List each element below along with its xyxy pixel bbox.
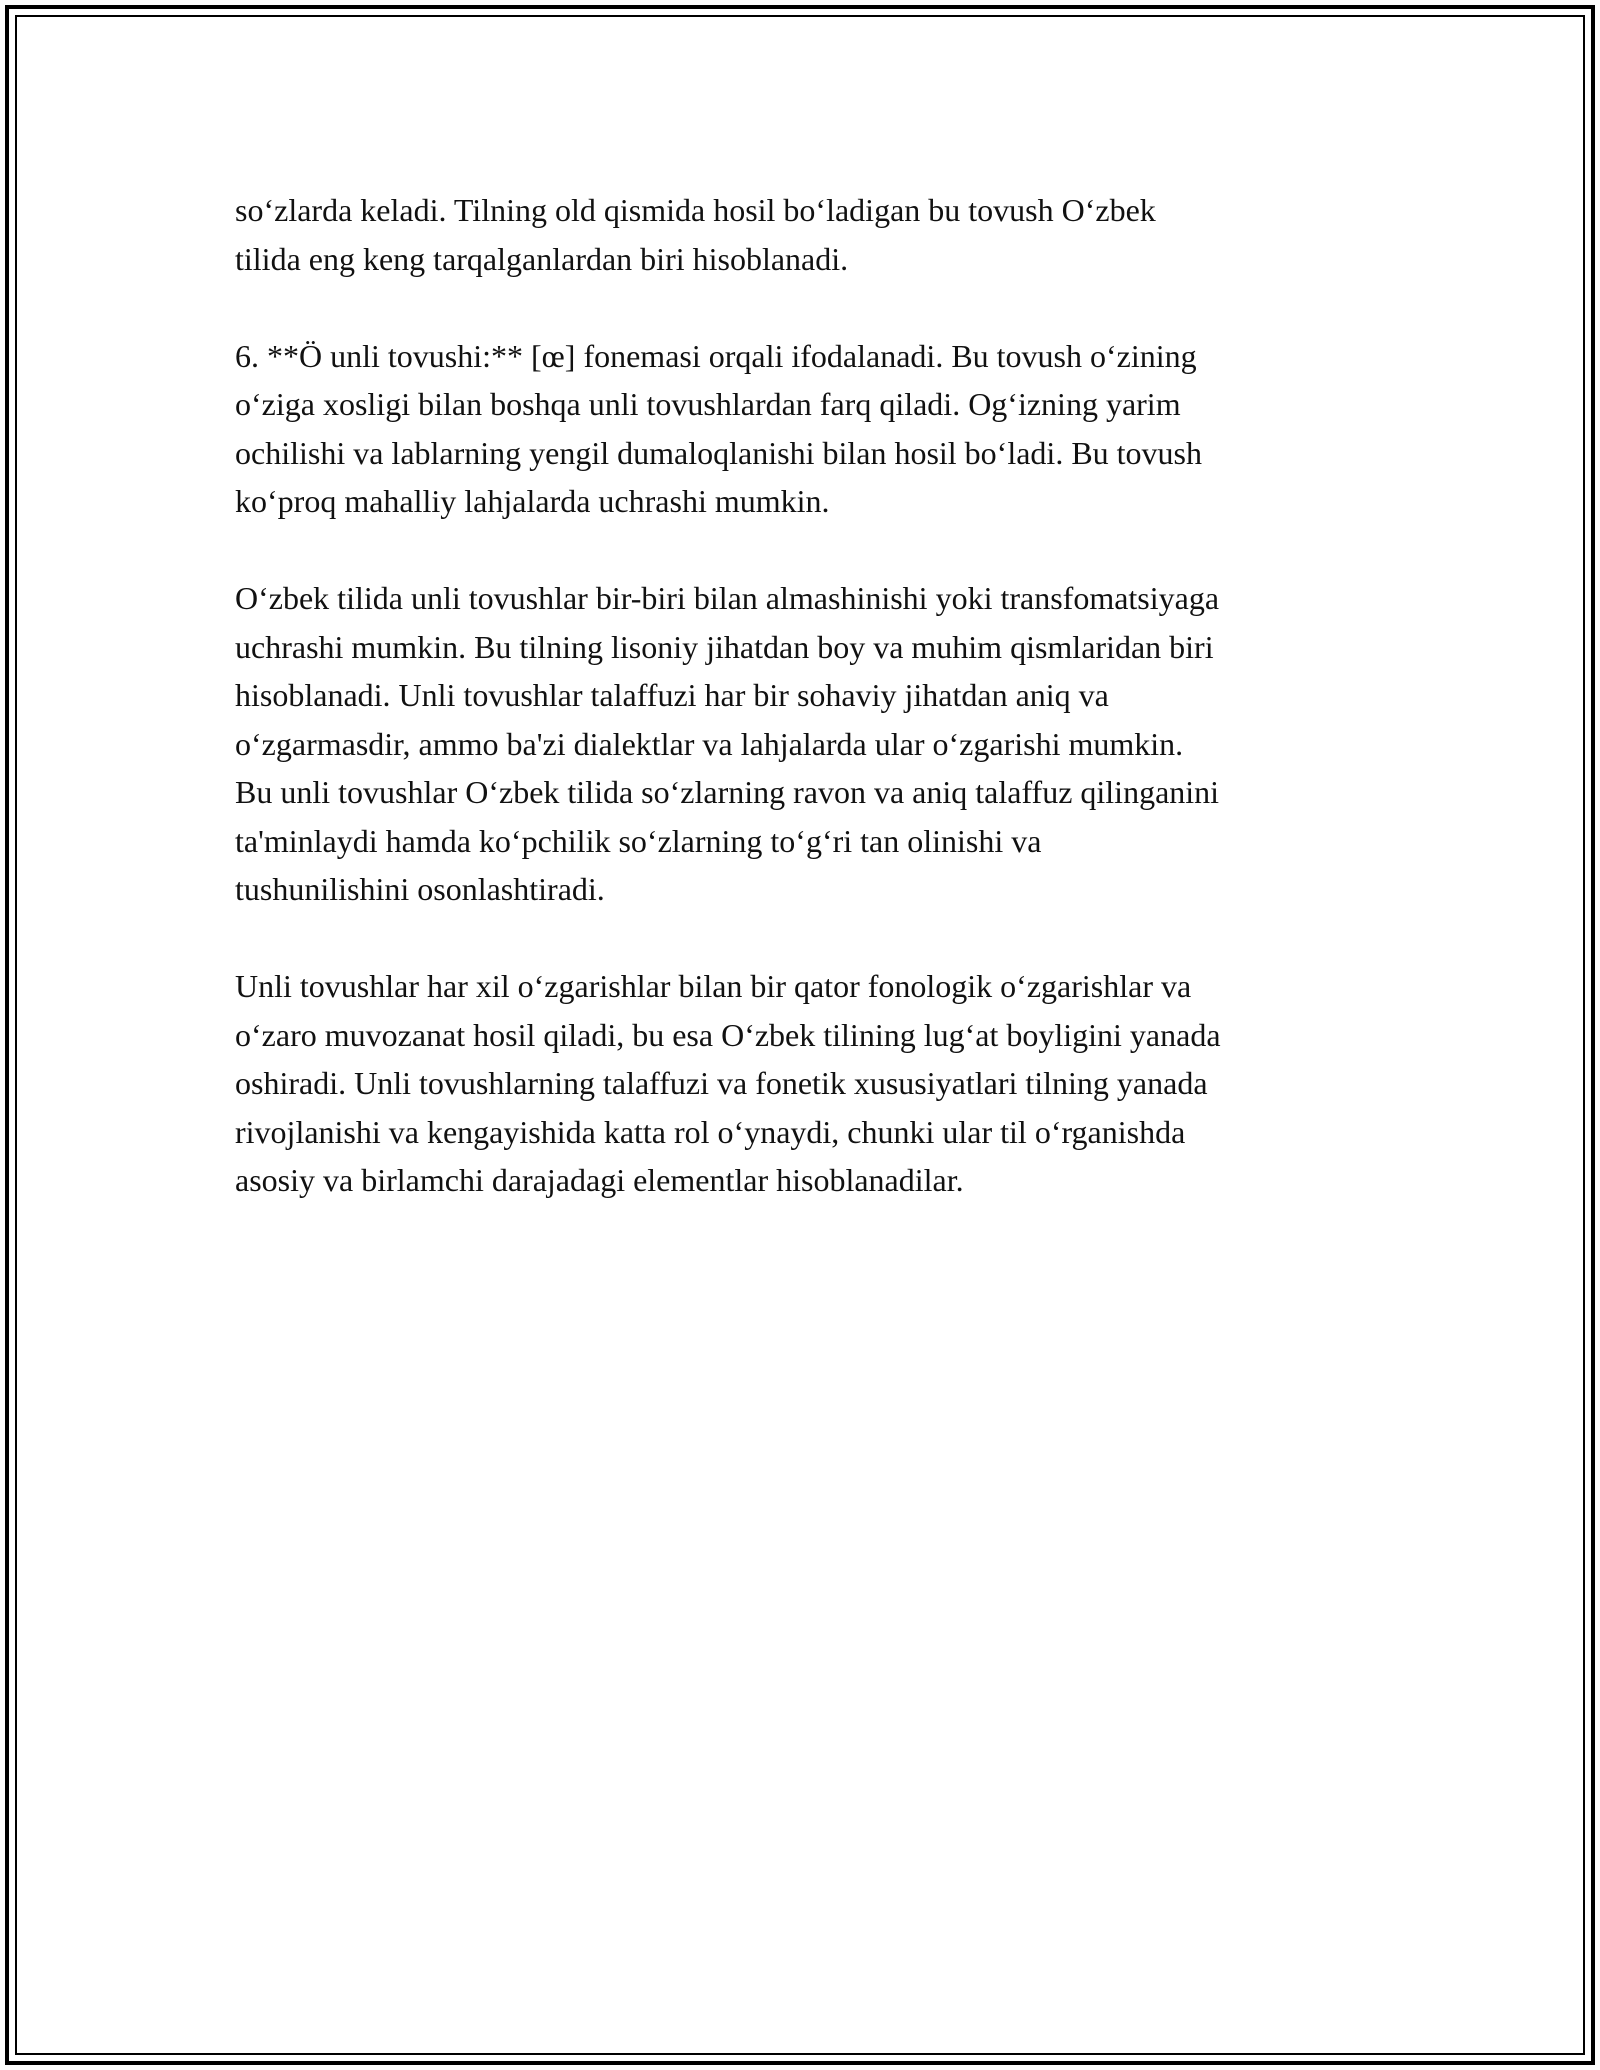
text-line: ochilishi va lablarning yengil dumaloqlanishi bilan hosil bo‘ladi. Bu tovush <box>235 434 1202 471</box>
paragraph-4 <box>235 962 1395 1205</box>
paragraph-1 <box>235 186 1395 283</box>
text-line: asosiy va birlamchi darajadagi elementlar hisoblanadilar. <box>235 1162 964 1198</box>
text-line: oshiradi. Unli tovushlarning talaffuzi va fonetik xususiyatlari tilning yanada <box>235 1065 1208 1101</box>
text-line: hisoblanadi. Unli tovushlar talaffuzi har bir sohaviy jihatdan aniq va <box>235 677 1109 713</box>
text-line: Bu unli tovushlar O‘zbek tilida so‘zlarning ravon va aniq talaffuz qilinganini <box>235 774 1220 810</box>
text-line: ta'minlaydi hamda ko‘pchilik so‘zlarning to‘g‘ri tan olinishi va <box>235 822 1042 859</box>
text-line: 6. **Ö unli tovushi:** [œ] fonemasi orqali ifodalanadi. Bu tovush o‘zining <box>235 337 1197 374</box>
document-body <box>235 186 1395 1253</box>
text-line: tushunilishini osonlashtiradi. <box>235 871 605 907</box>
text-line: ko‘proq mahalliy lahjalarda uchrashi mumkin. <box>235 483 830 519</box>
text-line: o‘ziga xosligi bilan boshqa unli tovushlardan farq qiladi. Og‘izning yarim <box>235 386 1181 422</box>
paragraph-2 <box>235 332 1395 526</box>
text-line: rivojlanishi va kengayishida katta rol o‘ynaydi, chunki ular til o‘rganishda <box>235 1113 1186 1150</box>
text-line: uchrashi mumkin. Bu tilning lisoniy jihatdan boy va muhim qismlaridan biri <box>235 628 1214 665</box>
text-line: so‘zlarda keladi. Tilning old qismida hosil bo‘ladigan bu tovush O‘zbek <box>235 192 1156 228</box>
text-line: O‘zbek tilida unli tovushlar bir-biri bilan almashinishi yoki transfomatsiyaga <box>235 580 1220 616</box>
text-line: o‘zaro muvozanat hosil qiladi, bu esa O‘zbek tilining lug‘at boyligini yanada <box>235 1016 1221 1053</box>
text-line: Unli tovushlar har xil o‘zgarishlar bilan bir qator fonologik o‘zgarishlar va <box>235 968 1192 1004</box>
text-line: o‘zgarmasdir, ammo ba'zi dialektlar va lahjalarda ular o‘zgarishi mumkin. <box>235 725 1184 762</box>
paragraph-3 <box>235 574 1395 914</box>
text-line: tilida eng keng tarqalganlardan biri hisoblanadi. <box>235 240 849 277</box>
